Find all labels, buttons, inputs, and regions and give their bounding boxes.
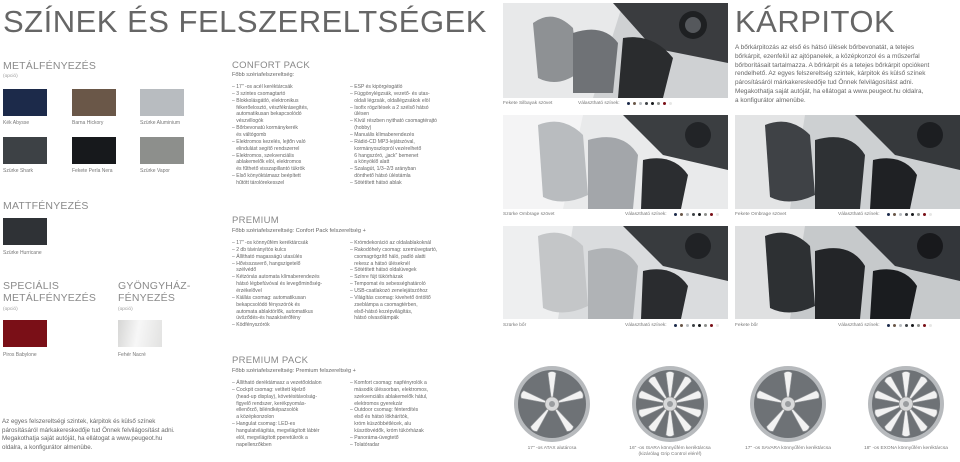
feature-item: – Komfort csomag: napfényrolók a — [350, 380, 427, 386]
confort-list-1 — [232, 84, 350, 187]
feature-item: – Hővisszaverő, hangszigetelő — [232, 260, 301, 267]
color-dot[interactable] — [680, 213, 683, 216]
feature-item: – Kiállás csomag: automatikusan — [232, 294, 306, 301]
color-dot[interactable] — [716, 324, 719, 327]
feature-item: – Panoráma-üvegtető — [350, 434, 399, 441]
feature-item: elektromos gyerekzár — [350, 400, 403, 407]
upholstery-avail: Választható színek: — [625, 212, 667, 217]
feature-item: 6 hangszóró, „jack" bemenet — [350, 152, 419, 159]
wheel-image[interactable] — [631, 365, 709, 448]
premium-list-2 — [350, 240, 478, 322]
feature-item: és váltógomb — [232, 132, 267, 139]
premium-pack-sub: Főbb szériafelszereltség: Premium felszereltség + — [232, 368, 356, 374]
para-line: rendelhető. Az egyes felszereltség szintek, kárpitok és külső színek — [735, 70, 926, 78]
wheel-caption-line1: 17" -os SAVARA könnyűfém keréktárcsa — [745, 446, 831, 451]
color-dot[interactable] — [633, 102, 636, 105]
metallic-sub: (opció) — [3, 74, 18, 79]
feature-item: elöl, megvilágított pperetükrök a — [232, 434, 308, 441]
feature-item: hangulatvilágítás, megvilágított lábtér — [232, 428, 320, 435]
note-line: Megakothatja saját autóját, ha ellátogat a www.peugeot.hu — [2, 435, 163, 443]
car-interior-image — [735, 226, 960, 319]
special-sub: (opció) — [3, 307, 18, 312]
color-dot[interactable] — [917, 213, 920, 216]
feature-item: – Állítható deréktámasz a vezetőoldalon — [232, 380, 322, 386]
feature-item: – Isofix rögzítések a 2 szélső hátsó — [350, 104, 429, 111]
swatch-label: Kék Abysse — [3, 120, 30, 126]
upholstery-caption: Szürke Ombrage szövet — [503, 212, 555, 217]
color-dot[interactable] — [716, 213, 719, 216]
feature-item: – 2 db távirányítós kulcs — [232, 246, 287, 253]
color-dot[interactable] — [674, 324, 677, 327]
upholstery-paragraph — [735, 44, 960, 106]
premium-pack-list-1 — [232, 380, 350, 449]
para-line: Megakothatja saját autóját, ha ellátogat a www.peugeot.hu oldalra, — [735, 88, 924, 96]
color-dot[interactable] — [651, 102, 654, 105]
car-interior-image — [735, 115, 960, 209]
feature-item: – Manuális klímaberendezés — [350, 132, 415, 139]
color-dot[interactable] — [905, 213, 908, 216]
note-line: Az egyes felszereltségi szintek, kárpitok és külső színek — [2, 418, 156, 425]
feature-item: hűtött tárolórekesszel — [232, 180, 285, 187]
upholstery-caption: Fekete Silbayak szövet — [503, 101, 553, 106]
swatch-label: Szürke Shark — [3, 168, 34, 174]
feature-item: ablakemelők elöl, elektromos — [232, 159, 302, 166]
color-dot[interactable] — [686, 213, 689, 216]
feature-item: – Krómdekoráció az oldalablakoknál — [350, 240, 432, 246]
car-interior-image — [503, 115, 728, 209]
wheel-caption-line1: 17" -os ATAX alutárcsa — [527, 446, 577, 451]
feature-item: a könyöklő alatt — [350, 159, 390, 166]
feature-item: ülésen — [350, 111, 370, 118]
feature-item: – Cockpit csomag: vetített kijelző — [232, 386, 306, 393]
special-title-line2: METÁLFÉNYEZÉS — [3, 292, 97, 305]
color-dot[interactable] — [710, 324, 713, 327]
swatch-label: Barna Hickory — [72, 120, 104, 126]
color-dot[interactable] — [627, 102, 630, 105]
feature-item: automata ablaktörlők, automatikus — [232, 308, 314, 315]
upholstery-avail: Választható színek: — [625, 323, 667, 328]
wheel-image[interactable] — [867, 365, 945, 448]
color-dot[interactable] — [692, 324, 695, 327]
feature-item: fékerőelosztó, vészfékrásegítés, — [232, 104, 309, 111]
feature-item: rekesz a hátsó üléseknél — [350, 260, 410, 267]
feature-item: figyelő rendszer, kerékpyomás- — [232, 400, 307, 407]
wheel-caption-line1: 16" -os ISARA könnyűfém keréktárcsa — [629, 446, 711, 451]
feature-item: (head-up display), követésitávolság- — [232, 393, 318, 400]
premium-title: PREMIUM — [232, 215, 279, 226]
note-line: párosításáról márkakereskedője tud Önnek felvilágosítást adni. — [2, 426, 175, 434]
swatch-szurke-aluminium[interactable] — [140, 89, 184, 116]
para-line: a konfigurátor almenübe. — [735, 96, 806, 104]
feature-item: króm küszöbbétlécek, alu — [350, 421, 412, 428]
color-dot[interactable] — [911, 213, 914, 216]
wheel-image[interactable] — [513, 365, 591, 448]
swatch-barna-hickory[interactable] — [72, 89, 116, 116]
feature-item: a középkonzolon — [232, 414, 275, 421]
upholstery-photo-fekete-bor[interactable] — [735, 226, 960, 319]
feature-item: küszöbvédők, króm tükörházak — [350, 428, 424, 435]
feature-item: – Outdoor csomag: fénterdítés — [350, 407, 419, 414]
para-line: A bőrkárpitozás az első és hátsó ülések bőrbevonatát, a tetejes — [735, 44, 915, 51]
feature-item: oldali légzsák, oldallégzsákok elöl — [350, 97, 430, 104]
feature-item: – Blokkolásgátló, elektronikus — [232, 97, 299, 104]
feature-item: – Függönylégzsák, vezető- és utas- — [350, 90, 430, 97]
feature-item: – 17" -os könnyűfém keréktárcsák — [232, 240, 309, 246]
color-dot[interactable] — [704, 324, 707, 327]
color-dot[interactable] — [680, 324, 683, 327]
swatch-label: Fekete Perla Nera — [72, 168, 113, 174]
car-interior-image — [503, 226, 728, 319]
feature-item: érzékelővel — [232, 288, 262, 295]
feature-item: – Rakodóhely csomag: szemüvegtartó, — [350, 246, 438, 253]
color-dot[interactable] — [887, 324, 890, 327]
swatch-piros-babylone[interactable] — [3, 320, 47, 347]
swatch-feher-nacre[interactable] — [118, 320, 162, 347]
swatch-fekete-perla-nera[interactable] — [72, 137, 116, 164]
wheel-caption-line1: 18" -os EXONA könnyűfém keréktárcsa — [864, 446, 948, 451]
feature-item: hátsó légbefúvóval és levegőminőség- — [232, 281, 323, 288]
premium-sub: Főbb szériafelszereltség: Confort Pack felszereltség + — [232, 228, 366, 234]
swatch-label: Szürke Hurricane — [3, 250, 42, 256]
metallic-title: METÁLFÉNYEZÉS — [3, 60, 97, 72]
color-dots — [887, 213, 932, 216]
feature-item: – Bőrbevonatú kormánykerék — [232, 125, 298, 132]
pearl-title — [118, 280, 191, 304]
color-dot[interactable] — [657, 102, 660, 105]
feature-item: – Kétzónás automata klímaberendezés — [232, 274, 320, 281]
upholstery-caption: Fekete bőr — [735, 323, 758, 328]
feature-item: vészvillogók — [232, 118, 264, 125]
wheel-image[interactable] — [749, 365, 827, 448]
color-dot[interactable] — [669, 102, 672, 105]
color-dot[interactable] — [698, 324, 701, 327]
feature-item: – Állítható magasságú utasülés — [232, 253, 303, 260]
color-dot[interactable] — [911, 324, 914, 327]
color-dot[interactable] — [698, 213, 701, 216]
left-note — [2, 418, 212, 452]
color-dot[interactable] — [905, 324, 908, 327]
feature-item: – Világítás csomag: kivehető öntöltő — [350, 294, 431, 301]
feature-item: – Tolatóradar — [350, 441, 380, 448]
feature-item: csomagrögzítő háló, padló alatti — [350, 253, 426, 260]
car-interior-image — [503, 3, 728, 98]
color-dots — [674, 324, 719, 327]
para-line: párosításáról márkakereskedője tud Önnek felvilágosítást adni. — [735, 79, 914, 87]
upholstery-photo-fekete-silbayak[interactable] — [503, 3, 728, 98]
wheel-caption — [615, 446, 725, 458]
feature-item: ellenőrző, biléndképazsolók — [232, 407, 299, 414]
color-dots — [887, 324, 932, 327]
upholstery-photo-szurke-ombrage[interactable] — [503, 115, 728, 209]
pearl-sub: (opció) — [118, 307, 133, 312]
confort-title: CONFORT PACK — [232, 60, 311, 71]
swatch-szurke-hurricane[interactable] — [3, 218, 47, 245]
color-dot[interactable] — [899, 213, 902, 216]
upholstery-photo-szurke-bor[interactable] — [503, 226, 728, 319]
swatch-kek-abysse[interactable] — [3, 89, 47, 116]
upholstery-avail: Választható színek: — [838, 323, 880, 328]
upholstery-photo-fekete-ombrage[interactable] — [735, 115, 960, 209]
feature-item: első és hátsó lökhárítók, — [350, 414, 409, 421]
para-line: bőrkárpit, ezenfelül az ajtópanelek, a középkonzol és a műszerfal — [735, 52, 920, 60]
color-dot[interactable] — [645, 102, 648, 105]
page-title-upholstery: KÁRPITOK — [735, 4, 896, 39]
feature-item: kormányoszlopról vezérelhető — [350, 145, 422, 152]
para-line: bőrborításait tartalmazza. A bőrkárpit és a tetejes bőrkárpit opciókent — [735, 61, 930, 69]
page-title-colors: SZÍNEK ÉS FELSZERELTSÉGEK — [3, 4, 487, 39]
color-dot[interactable] — [704, 213, 707, 216]
wheel-caption — [733, 446, 843, 452]
feature-item: – Elektromos kezelés, lejtőn való — [232, 138, 306, 145]
upholstery-caption: Fekete Ombrage szövet — [735, 212, 787, 217]
feature-item: zseblámpa a csomagtérben, — [350, 301, 418, 308]
feature-item: – Sötétített hátsó oldalüvegek — [350, 267, 417, 274]
feature-item: – Sötétített hátsó ablak — [350, 180, 402, 187]
feature-item: (hobby) — [350, 125, 372, 132]
color-dot[interactable] — [893, 213, 896, 216]
feature-item: – Kívül részben nyitható csomagtérajtó — [350, 118, 437, 125]
matt-title: MATTFÉNYEZÉS — [3, 200, 89, 212]
swatch-label: Szürke Vapor — [140, 168, 170, 174]
color-dot[interactable] — [663, 102, 666, 105]
wheel-caption — [851, 446, 960, 452]
confort-sub: Főbb szériafelszereltség: — [232, 72, 295, 78]
feature-item: szekvenciális ablakemelők hátul, — [350, 393, 428, 400]
feature-item: – Elektromos, szekvenciális — [232, 152, 294, 159]
feature-item: dönthető hátsó üléstámla — [350, 173, 411, 180]
note-line: oldalra, a konfigurátor almenübe. — [2, 443, 93, 451]
swatch-label: Szürke Aluminium — [140, 120, 181, 126]
feature-item: hátsó olvasólámpák — [350, 315, 399, 322]
confort-list-2 — [350, 84, 478, 187]
feature-item: – Színre fújt tükörházak — [350, 274, 404, 281]
upholstery-caption: Szürke bőr — [503, 323, 527, 328]
swatch-label: Piros Babylone — [3, 352, 37, 358]
color-dots — [674, 213, 719, 216]
color-dot[interactable] — [887, 213, 890, 216]
feature-item: – 17" -os acél keréktárcsák — [232, 84, 293, 90]
feature-item: bekapcsolódó fényszórók és — [232, 301, 300, 308]
color-dot[interactable] — [929, 213, 932, 216]
premium-pack-title: PREMIUM PACK — [232, 355, 309, 366]
upholstery-avail: Választható színek: — [838, 212, 880, 217]
wheel-icon — [749, 365, 827, 443]
wheel-icon — [631, 365, 709, 443]
color-dot[interactable] — [639, 102, 642, 105]
color-dot[interactable] — [929, 324, 932, 327]
feature-item: üvöződés-és hazakísérőfény — [232, 315, 301, 322]
feature-item: automatikusan bekapcsolódó — [232, 111, 302, 118]
feature-item: második üléssorban, elektromos, — [350, 386, 428, 393]
swatch-szurke-vapor[interactable] — [140, 137, 184, 164]
upholstery-avail: Választható színek: — [578, 101, 620, 106]
feature-item: – Ködfényszórók — [232, 322, 270, 329]
feature-item: – Tempomat és sebességhatároló — [350, 281, 426, 288]
color-dot[interactable] — [686, 324, 689, 327]
color-dot[interactable] — [917, 324, 920, 327]
color-dots — [627, 102, 672, 105]
wheel-caption — [497, 446, 607, 452]
color-dot[interactable] — [674, 213, 677, 216]
color-dot[interactable] — [923, 213, 926, 216]
wheel-caption-line2: (kizárólag Grip Control eléréf) — [638, 452, 702, 458]
feature-item: – Első könyöktámasz beépített — [232, 173, 301, 180]
color-dot[interactable] — [923, 324, 926, 327]
swatch-label: Fehér Nacré — [118, 352, 146, 358]
swatch-szurke-shark[interactable] — [3, 137, 47, 164]
wheel-icon — [513, 365, 591, 443]
color-dot[interactable] — [893, 324, 896, 327]
premium-list-1 — [232, 240, 350, 329]
feature-item: szélvédő — [232, 267, 257, 274]
color-dot[interactable] — [692, 213, 695, 216]
feature-item: napellenzőkben — [232, 441, 272, 448]
special-title — [3, 280, 96, 304]
special-title-line1: SPECIÁLIS — [3, 280, 60, 292]
feature-item: – Rádió-CD MP3-lejátszóval, — [350, 138, 415, 145]
feature-item: – ESP és kipörgésgátló — [350, 84, 403, 90]
feature-item: – Hangulat csomag: LED-es — [232, 421, 296, 428]
premium-pack-list-2 — [350, 380, 478, 449]
feature-item: – USB-csatlakozó zenelejátszóhoz — [350, 288, 428, 295]
feature-item: és fűthető visszapillantó tükrök — [232, 166, 305, 173]
feature-item: – 3 szintes csomagtartó — [232, 90, 286, 97]
feature-item: első-hátsó kozépvilágítás, — [350, 308, 413, 315]
color-dot[interactable] — [710, 213, 713, 216]
feature-item: – Szalagút, 1/3–2/3 arányban — [350, 166, 416, 173]
pearl-title-line2: FÉNYEZÉS — [118, 292, 176, 305]
color-dot[interactable] — [899, 324, 902, 327]
feature-item: elindulást segítő rendszerrel — [232, 145, 300, 152]
wheel-icon — [867, 365, 945, 443]
pearl-title-line1: GYÖNGYHÁZ- — [118, 280, 191, 292]
